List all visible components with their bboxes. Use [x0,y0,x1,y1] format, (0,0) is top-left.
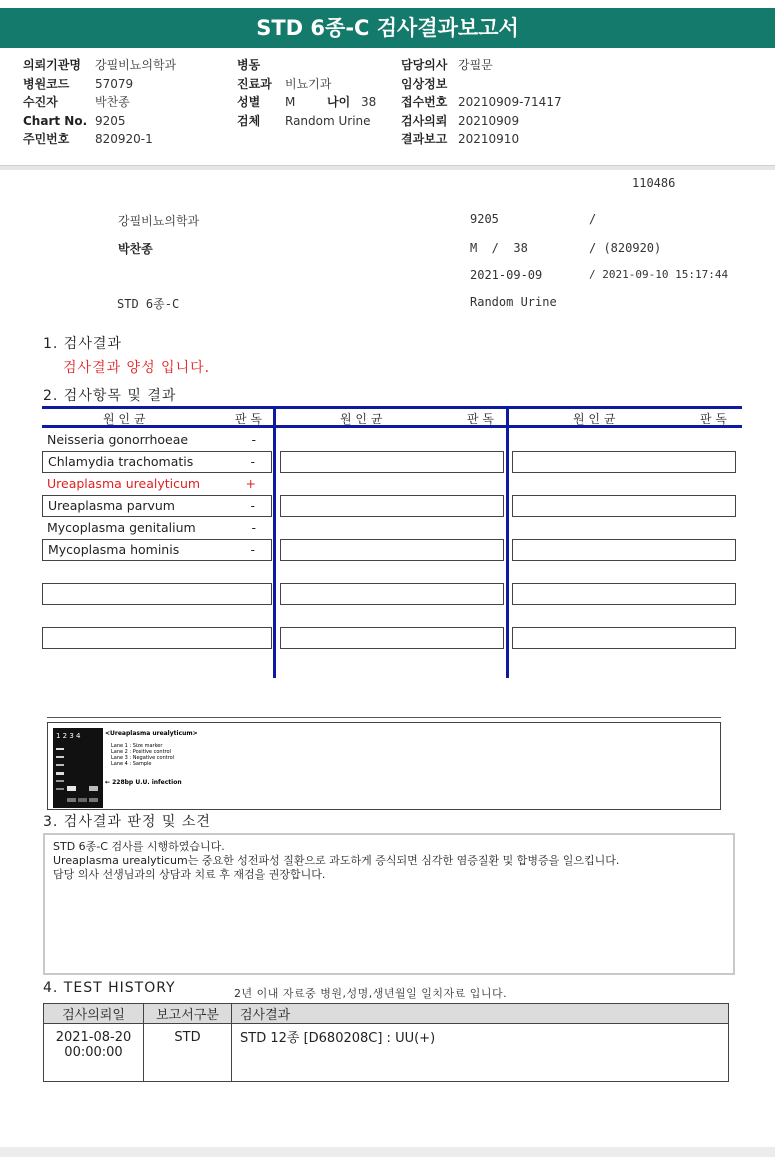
header-label: 접수번호 [401,95,448,109]
header-value: M [285,95,296,109]
organism-name: Mycoplasma hominis [48,542,180,557]
history-table [43,1003,729,1082]
empty-cell [512,583,736,605]
report-title: STD 6종-C 검사결과보고서 [0,8,775,48]
header-value: 20210909 [458,113,520,128]
section-2-title: 2. 검사항목 및 결과 [43,388,177,404]
summary-request-date: 2021-09-09 [470,268,543,282]
header-label: 진료과 [237,76,272,91]
positive-message: 검사결과 양성 입니다. [63,360,211,376]
header-label: 병동 [237,58,261,72]
summary-code: 110486 [632,176,676,190]
organism-name: Mycoplasma genitalium [47,520,196,535]
gel-bands-graphic [53,728,103,808]
empty-cell [512,539,736,561]
opinion-line-1: STD 6종-C 검사를 시행하였습니다. [53,840,225,853]
gel-title: <Ureaplasma urealyticum> [105,730,198,737]
col-header-result: 판 독 [467,412,494,426]
result-row [42,451,272,473]
opinion-box [43,833,735,975]
age-label: 나이 [327,95,351,109]
summary-sex-age: M / 38 [470,241,528,255]
section-4-title: 4. TEST HISTORY [43,980,176,996]
empty-cell [280,583,504,605]
summary-birth: / (820920) [589,241,662,255]
result-value: - [251,432,256,447]
header-label: 주민번호 [23,132,70,146]
history-subtitle: 2년 이내 자료중 병원,성명,생년월일 일치자료 입니다. [234,987,508,1000]
organism-name: Ureaplasma parvum [48,498,175,513]
col-header-result: 판 독 [700,412,727,426]
gel-image [53,728,103,808]
result-row [42,495,272,517]
header-label: 담당의사 [401,58,448,72]
history-row [44,1024,729,1082]
history-result: STD 12종 [D680208C] : UU(+) [232,1024,729,1082]
history-header-type: 보고서구분 [144,1004,232,1024]
col-header-organism: 원 인 균 [103,412,146,426]
gel-legend-3: Lane 3 : Negative control [111,755,175,761]
header-label: Chart No. [23,113,88,128]
result-value: - [250,498,255,513]
result-row [42,430,272,452]
header-label: 성별 [237,95,261,109]
header-label: 병원코드 [23,76,70,91]
table-top-rule [42,406,742,409]
age-value: 38 [361,95,377,109]
history-type: STD [144,1024,232,1082]
gel-band-label: ← 228bp U.U. infection [105,779,182,786]
empty-cell [280,627,504,649]
header-value: 강필비뇨의학과 [95,58,177,72]
header-value: 20210910 [458,132,520,146]
header-value: 박찬종 [95,95,130,109]
header-col-1 [23,56,176,149]
header-separator [0,165,775,170]
result-value: - [251,520,256,535]
header-value: Random Urine [285,113,371,128]
gel-electrophoresis-panel [47,722,721,810]
history-header-date: 검사의뢰일 [44,1004,144,1024]
empty-cell [512,495,736,517]
result-value: - [250,542,255,557]
empty-cell [280,451,504,473]
gel-legend-4: Lane 4 : Sample [111,761,152,767]
empty-cell [512,627,736,649]
result-row [42,518,272,540]
opinion-line-3: 담당 의사 선생님과의 상담과 치료 후 재검을 권장합니다. [53,868,326,881]
summary-test-name: STD 6종-C [117,297,180,311]
header-value: 강필문 [458,58,493,72]
header-value: 57079 [95,76,134,91]
summary-chart-no: 9205 [470,212,499,226]
header-label: 수진자 [23,95,58,109]
header-col-2 [237,56,376,130]
gel-top-rule [47,717,721,718]
empty-cell [42,627,272,649]
header-label: 결과보고 [401,132,448,146]
empty-cell [280,495,504,517]
header-value: 9205 [95,113,126,128]
opinion-line-2: Ureaplasma urealyticum는 중요한 성전파성 질환으로 과도하게 증식되면 심각한 염증질환 및 합병증을 일으킵니다. [53,854,620,867]
section-3-title: 3. 검사결과 판정 및 소견 [43,814,211,830]
result-row [42,539,272,561]
result-value: - [250,454,255,469]
table-divider-1 [273,406,276,678]
gel-lane-numbers: 1 2 3 4 [56,732,81,740]
header-label: 임상정보 [401,76,448,91]
header-value: 비뇨기과 [285,76,332,91]
summary-slash: / [589,212,597,226]
page-bottom-band [0,1147,775,1157]
organism-name: Chlamydia trachomatis [48,454,194,469]
header-label: 검사의뢰 [401,113,448,128]
col-header-organism: 원 인 균 [340,412,383,426]
organism-name: Ureaplasma urealyticum [47,476,201,491]
result-value: + [245,476,256,491]
header-value: 20210909-71417 [458,95,562,109]
summary-hospital: 강필비뇨의학과 [118,214,200,228]
empty-cell [512,451,736,473]
table-header-rule [42,425,742,428]
result-row-positive [42,474,272,496]
header-col-3 [401,56,562,149]
section-1-title: 1. 검사결과 [43,336,122,352]
header-label: 의뢰기관명 [23,58,81,72]
col-header-organism: 원 인 균 [573,412,616,426]
table-divider-2 [506,406,509,678]
header-value: 820920-1 [95,132,153,146]
gel-legend-2: Lane 2 : Positive control [111,749,171,755]
summary-patient: 박찬종 [118,242,153,256]
history-header-result: 검사결과 [232,1004,729,1024]
gel-legend-1: Lane 1 : Size marker [111,743,163,749]
summary-report-datetime: / 2021-09-10 15:17:44 [589,268,729,281]
col-header-result: 판 독 [235,412,262,426]
history-date: 2021-08-20 00:00:00 [44,1024,144,1082]
empty-cell [42,583,272,605]
organism-name: Neisseria gonorrhoeae [47,432,189,447]
header-label: 검체 [237,113,261,128]
summary-specimen: Random Urine [470,295,557,309]
empty-cell [280,539,504,561]
